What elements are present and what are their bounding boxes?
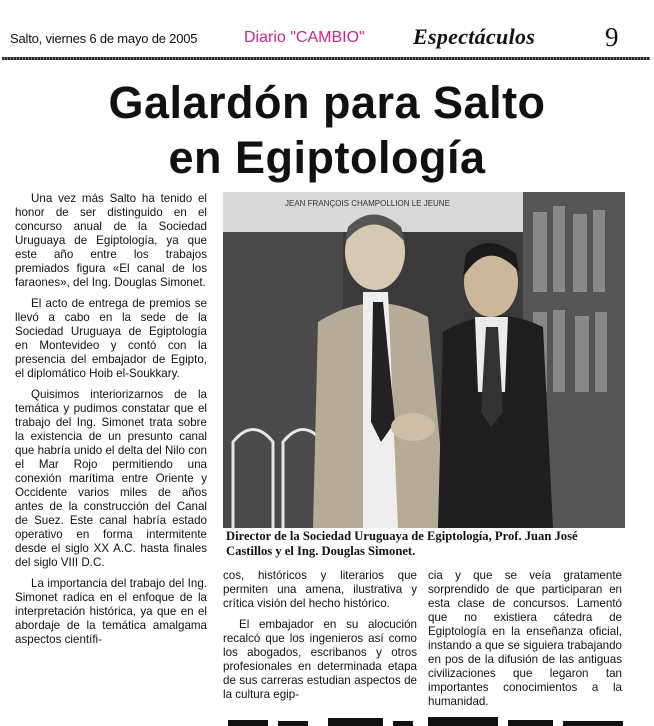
page-number: 9 xyxy=(605,22,619,52)
paragraph-6: El embajador en su alocución recalcó que los ingenieros así como los abogados, escribanos y otros profesionales en determinada etapa de sus carreras estudian aspectos de la cultura egip- xyxy=(223,618,417,701)
photo-illustration xyxy=(223,192,625,528)
article-photo xyxy=(223,192,625,528)
paragraph-1: Una vez más Salto ha tenido el honor de ser distinguido en el concurso anual de la Sociedad Uruguaya de Egiptología, ya que este año entre los trabajos premiados figura «El canal de los faraones», del Ing. Douglas Simonet. xyxy=(15,192,207,289)
section-title: Espectáculos xyxy=(413,24,536,49)
cut-off-text-fragment xyxy=(218,712,638,726)
paragraph-7: cia y que se veía gratamente sorprendido de que participaran en esta clase de concursos. Lamentó que no existiera cátedra de Egiptología en la enseñanza oficial, instando a que se siguiera trabajando en pos de la difusión de las antiguas civilizaciones que legaron tan importantes conocimientos a la humanidad. xyxy=(428,569,622,708)
paragraph-2: El acto de entrega de premios se llevó a cabo en la sede de la Sociedad Uruguaya de Egiptología en Montevideo y contó con la presencia del embajador de Egipto, el diplomático Hoib el-Soukkary. xyxy=(15,297,207,380)
dateline: Salto, viernes 6 de mayo de 2005 xyxy=(10,31,198,46)
photo-caption: Director de la Sociedad Uruguaya de Egiptología, Prof. Juan José Castillos y el Ing. Douglas Simonet. xyxy=(226,529,578,558)
headline-line-1: Galardón para Salto xyxy=(108,77,546,128)
photo-banner-text: JEAN FRANÇOIS CHAMPOLLION LE JEUNE xyxy=(285,199,450,208)
paragraph-3: Quisimos interiorizarnos de la temática y pudimos constatar que el trabajo del Ing. Simonet trata sobre la existencia de un presunto canal que habría unido el delta del Nilo con el Mar Rojo permitiendo una conexión marítima entre Oriente y Occidente varios miles de años antes de la construcción del Canal de Suez. Este canal habría estado operativo en forma intermitente desde el siglo XX A.C. hasta finales del siglo VIII D.C. xyxy=(15,388,207,569)
cut-off-next-headline xyxy=(218,712,638,726)
newspaper-name: Diario "CAMBIO" xyxy=(244,29,365,46)
article-column-3 xyxy=(428,569,622,716)
article-column-1 xyxy=(15,192,207,654)
article-column-2 xyxy=(223,569,417,709)
paragraph-5: cos, históricos y literarios que permiten una amena, ilustrativa y crítica visión del hecho histórico. xyxy=(223,569,417,610)
header-rule xyxy=(2,57,650,60)
headline-line-2: en Egiptología xyxy=(168,132,486,183)
paragraph-4: La importancia del trabajo del Ing. Simonet radica en el enfoque de la interpretación histórica, ya que en el abordaje de la temática amalgama aspectos científi- xyxy=(15,577,207,646)
